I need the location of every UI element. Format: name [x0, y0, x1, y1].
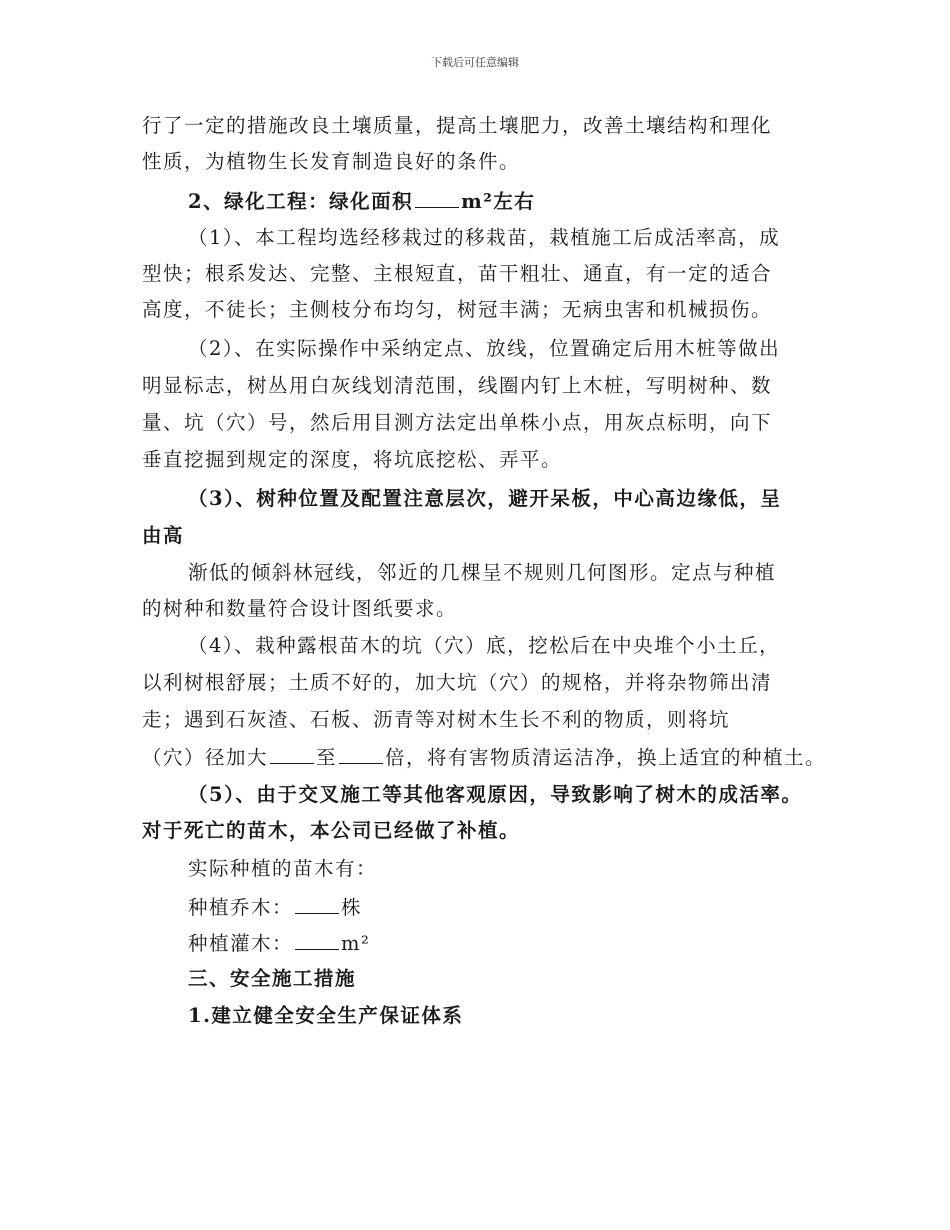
- section-heading-greening: [188, 188, 535, 214]
- paragraph-line: [142, 744, 826, 770]
- page-header: 下载后可任意编辑: [431, 56, 519, 69]
- paragraph-line: 明显标志，树丛用白灰线划清范围，线圈内钉上木桩，写明树种、数: [142, 374, 773, 397]
- heading-text-unit: m²左右: [461, 190, 536, 213]
- blank-underline: [339, 744, 383, 764]
- paragraph-line: 行了一定的措施改良土壤质量，提高土壤肥力，改善土壤结构和理化: [142, 114, 773, 137]
- paragraph-line: （4）、栽种露根苗木的坑（穴）底，挖松后在中央堆个小土丘，: [188, 634, 781, 657]
- blank-underline: [415, 188, 459, 208]
- text-part: 倍，将有害物质清运洁净，换上适宜的种植土。: [385, 746, 827, 769]
- blank-underline: [270, 744, 314, 764]
- paragraph-line: （1）、本工程均选经移栽过的移栽苗，栽植施工后成活率高，成: [188, 226, 781, 249]
- planting-shrubs-line: [188, 930, 370, 956]
- bold-paragraph-line: （5）、由于交叉施工等其他客观原因，导致影响了树木的成活率。: [188, 783, 803, 806]
- paragraph-line: 实际种植的苗木有：: [188, 857, 378, 880]
- blank-underline: [295, 894, 339, 914]
- paragraph-line: 的树种和数量符合设计图纸要求。: [142, 597, 458, 620]
- planting-trees-line: [188, 894, 362, 920]
- text-part: 至: [316, 746, 338, 769]
- paragraph-line: 型快；根系发达、完整、主根短直，苗干粗壮、通直，有一定的适合: [142, 262, 773, 285]
- paragraph-line: 以利树根舒展；土质不好的，加大坑（穴）的规格，并将杂物筛出清: [142, 671, 773, 694]
- paragraph-line: 渐低的倾斜林冠线，邻近的几棵呈不规则几何图形。定点与种植: [188, 561, 777, 584]
- bold-paragraph-line: （3）、树种位置及配置注意层次，避开呆板，中心高边缘低，呈: [188, 487, 782, 510]
- paragraph-line: 垂直挖掘到规定的深度，将坑底挖松、弄平。: [142, 448, 563, 471]
- paragraph-line: 走；遇到石灰渣、石板、沥青等对树木生长不利的物质，则将坑: [142, 708, 731, 731]
- bold-paragraph-line: 由高: [142, 524, 185, 547]
- heading-text: 2、绿化工程：绿化面积: [188, 190, 414, 213]
- bold-paragraph-line: 对于死亡的苗木，本公司已经做了补植。: [142, 819, 521, 842]
- paragraph-line: （2）、在实际操作中采纳定点、放线，位置确定后用木桩等做出: [188, 337, 781, 360]
- subsection-heading: 1.建立健全安全生产保证体系: [188, 1004, 464, 1027]
- text-part: 种植灌木：: [188, 932, 294, 955]
- paragraph-line: 高度，不徒长；主侧枝分布均匀，树冠丰满；无病虫害和机械损伤。: [142, 298, 773, 321]
- text-part: （穴）径加大: [142, 746, 269, 769]
- text-part: 种植乔木：: [188, 896, 294, 919]
- section-heading-safety: 三、安全施工措施: [188, 967, 357, 990]
- text-part: 株: [341, 896, 363, 919]
- blank-underline: [295, 930, 339, 950]
- paragraph-line: 量、坑（穴）号，然后用目测方法定出单株小点，用灰点标明，向下: [142, 411, 773, 434]
- paragraph-line: 性质，为植物生长发育制造良好的条件。: [142, 150, 521, 173]
- text-part: m²: [341, 932, 371, 955]
